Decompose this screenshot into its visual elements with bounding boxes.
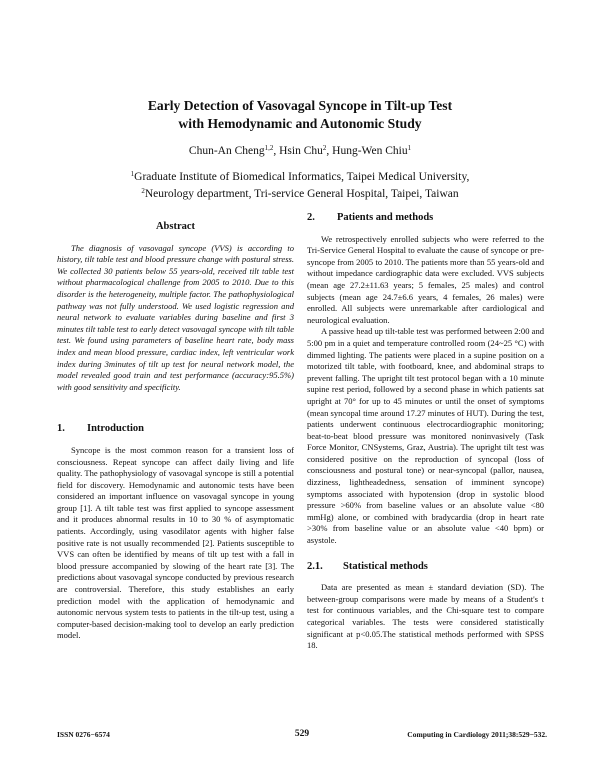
methods-heading: 2. Patients and methods	[307, 212, 434, 223]
right-column	[307, 212, 544, 652]
abstract-heading: Abstract	[155, 221, 196, 232]
abstract-text: The diagnosis of vasovagal syncope (VVS) is according to history, tilt table test and blood pressure change with postural stress. We collected 30 patients below 55 years-old, received tilt table test without pharmacological challenge from 2005 to 2010. Due to this disorder is the heterogeneity, multiple factor. The pathophysiological pathway was not fully understood. We used logistic regression and neural network to evaluate variables during baseline and first 3 minutes tilt table test to early detect vasovagal syncope with tilt table test. We found using parameters of baseline heart rate, body mass index and mean blood pressure, cardiac index, left ventricular work index during 3minutes of tilt up test for neural network model, the model revealed good train and test performance (accuracy:95.5%) with good sensitivity and specificity.	[57, 242, 294, 392]
page-footer	[57, 729, 547, 743]
methods-paragraph: A passive head up tilt-table test was performed between 2:00 and 5:00 pm in a quiet and temperature controlled room (24~25 °C) with dimmed lighting. The patients were placed in a supine position on a motorized tilt table, with footboard, knee, and abdominal straps to prevent falling. The upright tilt test protocol began with a 10 minute supine rest period, followed by a second phase in which patients sat upright at 70° for up to 45 minutes or until the onset of symptoms (mean syncopal time around 17.27 minutes of HUT). During the test, patients underwent continuous electrocardiographic monitoring; beat-to-beat blood pressure was monitored noninvasively (Task Force Monitor, CNSystems, Graz, Austria). The upright tilt test was considered positive on the reproduction of syncopal (loss of consciousness and postural tone) or near-syncopal (pallor, nausea, dizziness, lightheadedness, sensation of imminent syncope) symptoms associated with hypotension (drop in systolic blood pressure >60% from baseline values or an absolute value <80 mmHg) alone, or combined with bradycardia (drop in heart rate >30% from baseline value or an absolute value <40 bpm) or asystole.	[307, 326, 544, 546]
issn: ISSN 0276−6574	[57, 730, 110, 739]
affiliation-2: $^2$Neurology department, Tri-service General Hospital, Taipei, Taiwan	[141, 187, 459, 200]
statistics-paragraph: Data are presented as mean ± standard deviation (SD). The between-group comparisons were made by means of a Student's t test for continuous variables, and the Chi-square test to compare categorical variables. The tests were considered statistically significant at p<0.05.The statistical methods performed with SPSS 18.	[307, 582, 544, 651]
introduction-paragraph: Syncope is the most common reason for a transient loss of consciousness. Repeat syncope can affect daily living and life quality. The pathophysiology of vasovagal syncope is still a potential field for discovery. Hemodynamic and autonomic tests have been considered an important influence on vasovagal syncope in young group [1]. A tilt table test was first applied to syncope assessment and it produces abnormal results in 10 to 30 % of asymptomatic patients. Accordingly, using vasodilator agents with higher false positive rate is not usually recommended [2]. Patients susceptible to VVS can often be identified by means of tilt up test with a fall in blood pressure accompanied by slowing of the heart rate [3]. The predictions about vasovagal syncope conducted by previous research are controversial. Therefore, this study establishes an early prediction model with the application of hemodynamic and autonomic nervous system tests to patients in the tilt-up test, using a computer-based decision-making tool to develop an early prediction model.	[57, 444, 294, 641]
author: Hsin Chu$^2$,	[279, 144, 333, 157]
affiliation-1: $^1$Graduate Institute of Biomedical Informatics, Taipei Medical University,	[130, 170, 470, 183]
page-number: 529	[294, 729, 310, 739]
author: Hung-Wen Chiu$^1$	[332, 144, 412, 157]
author-list	[60, 145, 540, 157]
methods-paragraph: We retrospectively enrolled subjects who were referred to the Tri-Service General Hospital to evaluate the cause of syncope or pre-syncope from 2005 to 2010. The patients more than 55 years-old and without impedance cardiographic data were excluded. VVS subjects (mean age 27.2±11.63 years; 5 females, 25 males) and control subjects (mean age 24.7±6.6 years, 4 females, 26 males) were enrolled. All subjects were unremarkable after cardiological and neurological evaluation.	[307, 233, 544, 325]
title-line-2: with Hemodynamic and Autonomic Study	[178, 116, 422, 131]
journal-citation: Computing in Cardiology 2011;38:529−532.	[407, 730, 547, 739]
left-column	[57, 212, 294, 642]
author: Chun-An Cheng$^{1,2}$,	[188, 144, 280, 157]
paper-title	[60, 97, 540, 133]
title-line-1: Early Detection of Vasovagal Syncope in Tilt-up Test	[147, 98, 453, 113]
affiliations	[60, 169, 540, 203]
statistical-methods-heading: 2.1. Statistical methods	[307, 560, 428, 572]
introduction-heading: 1. Introduction	[57, 423, 144, 435]
